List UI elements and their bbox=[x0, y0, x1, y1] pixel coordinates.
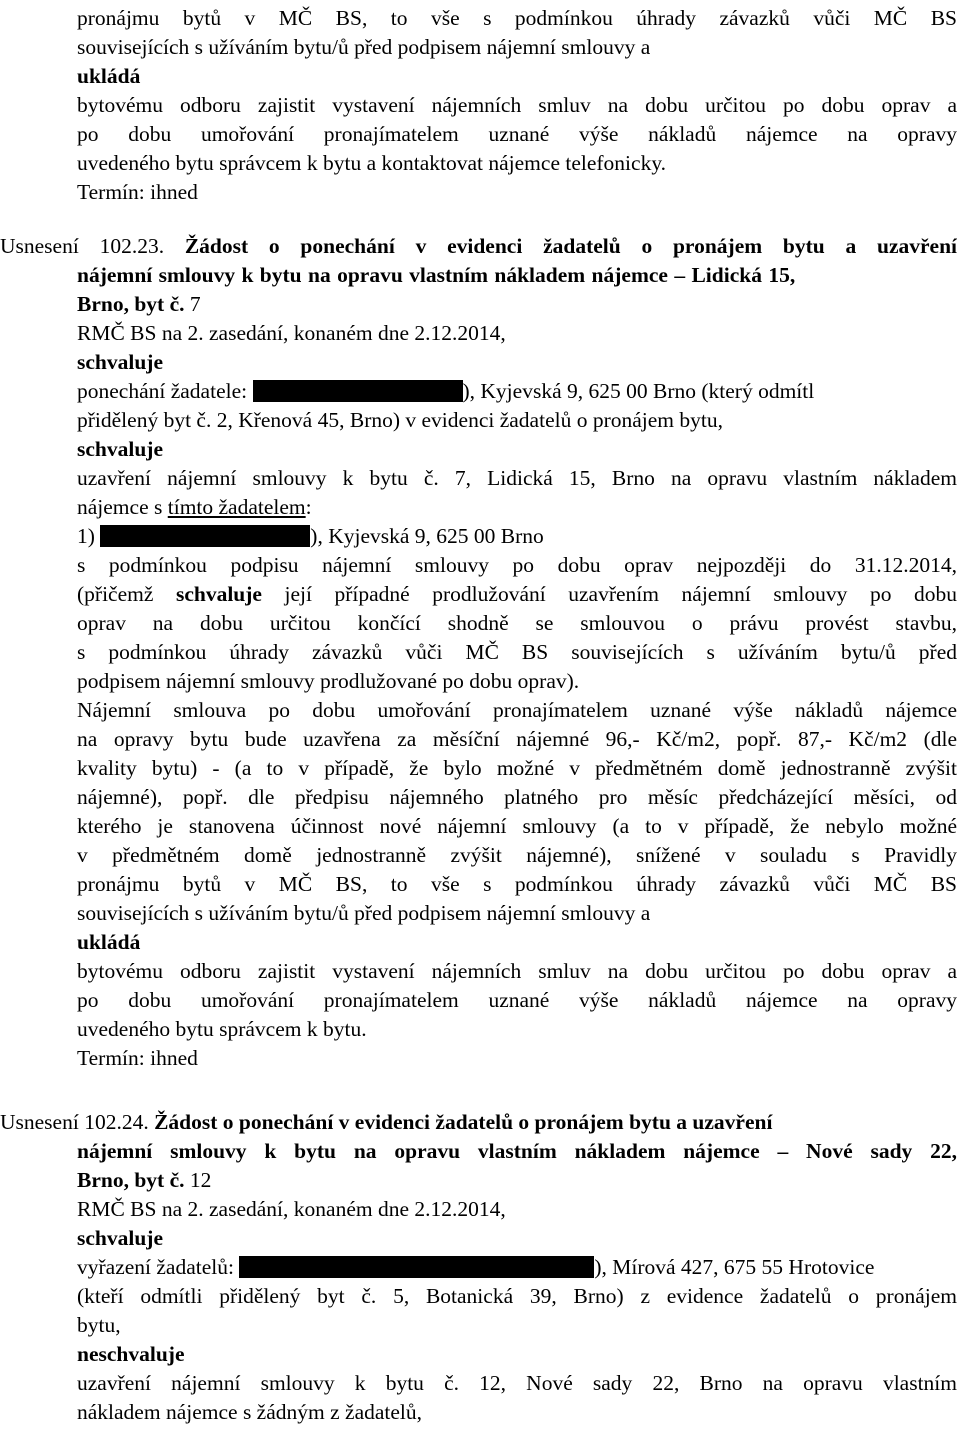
resolution-title: Žádost o ponechání v evidenci žadatelů o pronájem bytu a uzavření bbox=[184, 234, 957, 258]
redaction-bar bbox=[253, 380, 463, 402]
resolution-title: nájemní smlouvy k bytu na opravu vlastním nákladem nájemce – Lidická 15, bbox=[77, 263, 796, 287]
text-line: nájemce s tímto žadatelem: bbox=[77, 495, 312, 519]
decision-keyword: ukládá bbox=[77, 930, 141, 954]
text-line: na opravy bytu bude uzavřena za měsíční nájemné 96,- Kč/m2, popř. 87,- Kč/m2 (dle bbox=[77, 727, 957, 751]
text-line: v předmětném domě jednostranně zvýšit nájemné), snížené v souladu s Pravidly bbox=[77, 843, 957, 867]
text-line: kterého je stanovena účinnost nové nájemní smlouvy (a to v případě, že nebylo možné bbox=[77, 814, 957, 838]
text-line: oprav na dobu určitou končící shodně se smlouvou o právu provést stavbu, bbox=[77, 611, 957, 635]
text-line: pronájmu bytů v MČ BS, to vše s podmínkou úhrady závazků vůči MČ BS bbox=[77, 872, 957, 896]
text-line: nájemné), popř. dle předpisu nájemného platného pro měsíc předcházející měsíci, od bbox=[77, 785, 957, 809]
text-line: 1) ), Kyjevská 9, 625 00 Brno bbox=[77, 524, 544, 548]
deadline: Termín: ihned bbox=[77, 180, 198, 204]
resolution-number: Usnesení 102.24. bbox=[0, 1110, 149, 1134]
text-line: (kteří odmítli přidělený byt č. 5, Botanická 39, Brno) z evidence žadatelů o pronájem bbox=[77, 1284, 957, 1308]
resolution-title: Žádost o ponechání v evidenci žadatelů o pronájem bytu a uzavření bbox=[154, 1110, 773, 1134]
text-line: (přičemž schvaluje její případné prodlužování uzavřením nájemní smlouvy po dobu bbox=[77, 582, 957, 606]
deadline: Termín: ihned bbox=[77, 1046, 198, 1070]
text-line: podpisem nájemní smlouvy prodlužované po dobu oprav). bbox=[77, 669, 580, 693]
text-line: uzavření nájemní smlouvy k bytu č. 7, Lidická 15, Brno na opravu vlastním nákladem bbox=[77, 466, 957, 490]
resolution-102-23 bbox=[0, 232, 957, 1073]
text-line: bytovému odboru zajistit vystavení nájemních smluv na dobu určitou po dobu oprav a bbox=[77, 959, 957, 983]
decision-keyword: neschvaluje bbox=[77, 1342, 185, 1366]
resolution-title: Brno, byt č. 12 bbox=[77, 1168, 212, 1192]
text-line: po dobu umořování pronajímatelem uznané výše nákladů nájemce na opravy bbox=[77, 122, 957, 146]
decision-keyword: ukládá bbox=[77, 64, 141, 88]
text-line: přidělený byt č. 2, Křenová 45, Brno) v evidenci žadatelů o pronájem bytu, bbox=[77, 408, 723, 432]
text-line: po dobu umořování pronajímatelem uznané výše nákladů nájemce na opravy bbox=[77, 988, 957, 1012]
meeting-info: RMČ BS na 2. zasedání, konaném dne 2.12.2014, bbox=[77, 321, 506, 345]
text-line: uzavření nájemní smlouvy k bytu č. 12, Nové sady 22, Brno na opravu vlastním bbox=[77, 1371, 957, 1395]
text-line: uvedeného bytu správcem k bytu a kontaktovat nájemce telefonicky. bbox=[77, 151, 667, 175]
resolution-number: Usnesení 102.23. bbox=[0, 234, 165, 258]
decision-keyword: schvaluje bbox=[77, 1226, 163, 1250]
resolution-heading bbox=[0, 1108, 957, 1137]
resolution-title: Brno, byt č. 7 bbox=[77, 292, 201, 316]
redaction-bar bbox=[239, 1256, 594, 1278]
text-line: bytu, bbox=[77, 1313, 121, 1337]
text-line: s podmínkou úhrady závazků vůči MČ BS souvisejících s užíváním bytu/ů před bbox=[77, 640, 957, 664]
text-line: uvedeného bytu správcem k bytu. bbox=[77, 1017, 367, 1041]
text-line: Nájemní smlouva po dobu umořování pronajímatelem uznané výše nákladů nájemce bbox=[77, 698, 957, 722]
text-line: kvality bytu) - (a to v případě, že bylo možné v předmětném domě jednostranně zvýšit bbox=[77, 756, 957, 780]
text-line: s podmínkou podpisu nájemní smlouvy po dobu oprav nejpozději do 31.12.2014, bbox=[77, 553, 957, 577]
decision-keyword: schvaluje bbox=[77, 437, 163, 461]
text-line: vyřazení žadatelů: ), Mírová 427, 675 55 Hrotovice bbox=[77, 1255, 875, 1279]
text-line: souvisejících s užíváním bytu/ů před podpisem nájemní smlouvy a bbox=[77, 901, 651, 925]
text-line: pronájmu bytů v MČ BS, to vše s podmínkou úhrady závazků vůči MČ BS bbox=[77, 6, 957, 30]
text-line: bytovému odboru zajistit vystavení nájemních smluv na dobu určitou po dobu oprav a bbox=[77, 93, 957, 117]
resolution-102-24 bbox=[0, 1108, 957, 1427]
text-line: nákladem nájemce s žádným z žadatelů, bbox=[77, 1400, 423, 1424]
redaction-bar bbox=[100, 525, 310, 547]
resolution-title: nájemní smlouvy k bytu na opravu vlastním nákladem nájemce – Nové sady 22, bbox=[77, 1139, 957, 1163]
decision-keyword: schvaluje bbox=[77, 350, 163, 374]
resolution-heading bbox=[0, 232, 957, 261]
continuation-block bbox=[77, 4, 957, 207]
meeting-info: RMČ BS na 2. zasedání, konaném dne 2.12.2014, bbox=[77, 1197, 506, 1221]
text-line: ponechání žadatele: ), Kyjevská 9, 625 00 Brno (který odmítl bbox=[77, 379, 815, 403]
text-line: souvisejících s užíváním bytu/ů před podpisem nájemní smlouvy a bbox=[77, 35, 651, 59]
